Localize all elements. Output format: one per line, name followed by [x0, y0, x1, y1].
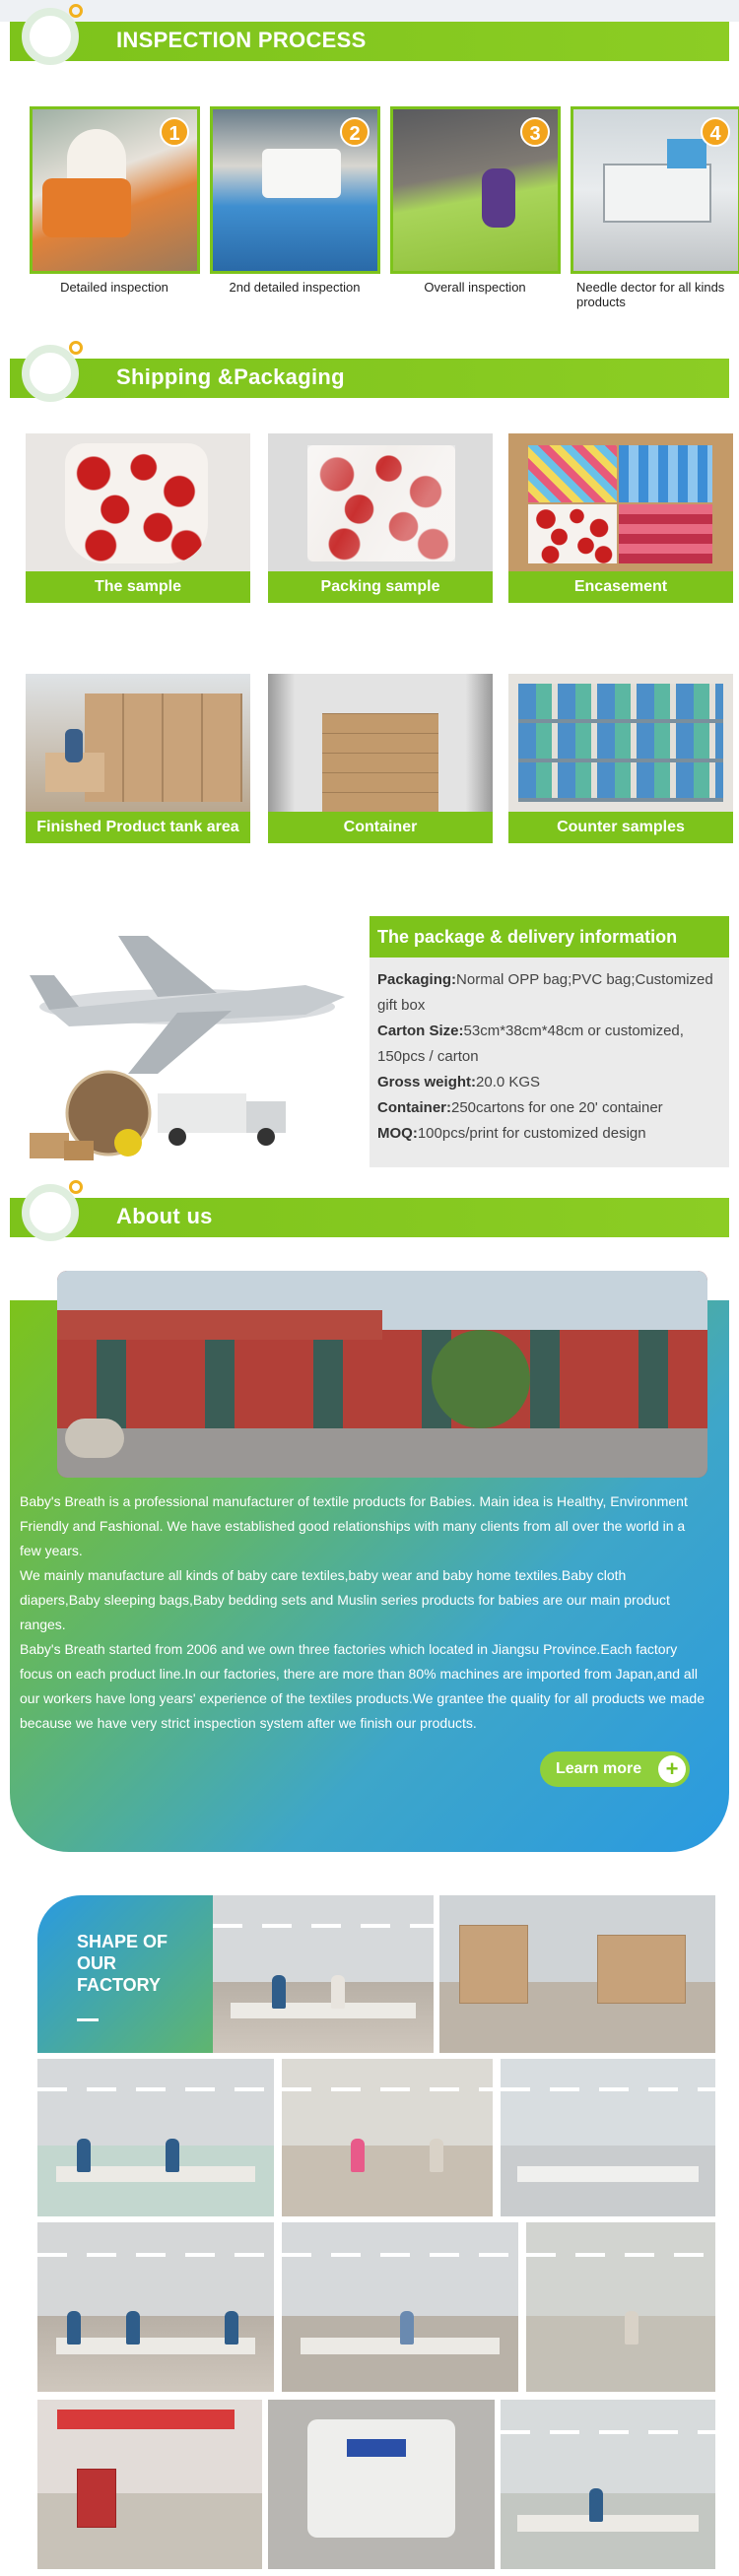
tile-packing-sample — [268, 433, 493, 603]
inspection-photo-4 — [571, 106, 739, 274]
inspection-caption: Overall inspection — [424, 280, 526, 295]
tile-finished-product — [26, 674, 250, 843]
factory-title-box — [37, 1895, 213, 2053]
step-number-badge: 4 — [701, 117, 730, 147]
tile-counter-samples — [508, 674, 733, 843]
about-paragraph: We mainly manufacture all kinds of baby care textiles,baby wear and baby home textiles.Baby cloth diapers,Baby sleeping bags,Baby bedding sets and Muslin series products for babies are our main product ranges. — [20, 1567, 670, 1632]
tile-label: Encasement — [508, 571, 733, 603]
learn-more-button[interactable] — [540, 1751, 690, 1787]
panel-body — [377, 967, 724, 1147]
factory-photo — [439, 1895, 715, 2053]
airplane-truck-icon — [10, 916, 370, 1167]
step-number-badge: 3 — [520, 117, 550, 147]
info-label: MOQ: — [377, 1125, 418, 1142]
step-number-badge: 1 — [160, 117, 189, 147]
tile-the-sample — [26, 433, 250, 603]
learn-more-label: Learn more — [556, 1760, 642, 1777]
tile-label: Counter samples — [508, 812, 733, 843]
ring-decoration-icon — [22, 345, 79, 402]
section-header-about — [10, 1190, 729, 1237]
info-value: 53cm*38cm*48cm or customized, 150pcs / carton — [377, 1023, 684, 1065]
tile-label: Container — [268, 812, 493, 843]
about-paragraph: Baby's Breath started from 2006 and we own three factories which located in Jiangsu Province.Each factory focus on each product line.In our factories, there are more than 80% machines are imported from Japan,and all our workers have long years' experience of the textiles products.We grantee the quality for all products we made because we have very strict inspection system after we finish our products. — [20, 1641, 705, 1731]
info-value: Normal OPP bag;PVC bag;Customized gift box — [377, 971, 713, 1014]
info-label: Container: — [377, 1099, 451, 1116]
info-value: 20.0 KGS — [476, 1074, 541, 1090]
about-text — [20, 1489, 709, 1736]
inspection-photo-3 — [390, 106, 561, 274]
step-number-badge: 2 — [340, 117, 370, 147]
section-title: Shipping &Packaging — [116, 364, 345, 389]
inspection-photo-2 — [210, 106, 380, 274]
small-ring-icon — [69, 1180, 83, 1194]
inspection-caption: 2nd detailed inspection — [229, 280, 361, 295]
delivery-illustration — [10, 916, 370, 1167]
section-title: About us — [116, 1204, 213, 1228]
info-label: Gross weight: — [377, 1074, 477, 1090]
factory-title: SHAPE OF OUR FACTORY — [77, 1932, 168, 1995]
factory-photo — [37, 2400, 262, 2569]
small-ring-icon — [69, 341, 83, 355]
factory-photo — [282, 2222, 518, 2392]
factory-photo — [501, 2059, 715, 2216]
about-paragraph: Baby's Breath is a professional manufacturer of textile products for Babies. Main idea is Healthy, Environment Friendly and Fashional. We have established good relationships with many clients from all over the world in a few years. — [20, 1493, 688, 1558]
factory-photo — [37, 2222, 274, 2392]
info-label: Carton Size: — [377, 1023, 464, 1039]
ring-decoration-icon — [22, 1184, 79, 1241]
info-value: 100pcs/print for customized design — [417, 1125, 646, 1142]
plus-icon: + — [658, 1755, 686, 1783]
factory-photo — [37, 2059, 274, 2216]
factory-photo — [526, 2222, 715, 2392]
panel-title: The package & delivery information — [370, 916, 729, 958]
inspection-caption: Detailed inspection — [60, 280, 168, 295]
tile-label: The sample — [26, 571, 250, 603]
inspection-caption: Needle dector for all kinds products — [576, 280, 725, 309]
tile-label: Packing sample — [268, 571, 493, 603]
inspection-photo-1 — [30, 106, 200, 274]
delivery-info-panel — [370, 916, 729, 1167]
factory-photo — [268, 2400, 495, 2569]
info-value: 250cartons for one 20' container — [451, 1099, 663, 1116]
section-title: INSPECTION PROCESS — [116, 28, 367, 52]
info-label: Packaging: — [377, 971, 457, 988]
factory-photo — [213, 1895, 434, 2053]
company-building-photo — [57, 1271, 707, 1478]
tile-encasement — [508, 433, 733, 603]
small-ring-icon — [69, 4, 83, 18]
factory-photo — [282, 2059, 493, 2216]
factory-photo — [501, 2400, 715, 2569]
title-dash — [77, 2018, 99, 2021]
section-header-shipping — [10, 351, 729, 398]
tile-label: Finished Product tank area — [26, 812, 250, 843]
ring-decoration-icon — [22, 8, 79, 65]
tile-container — [268, 674, 493, 843]
section-header-inspection — [10, 14, 729, 61]
